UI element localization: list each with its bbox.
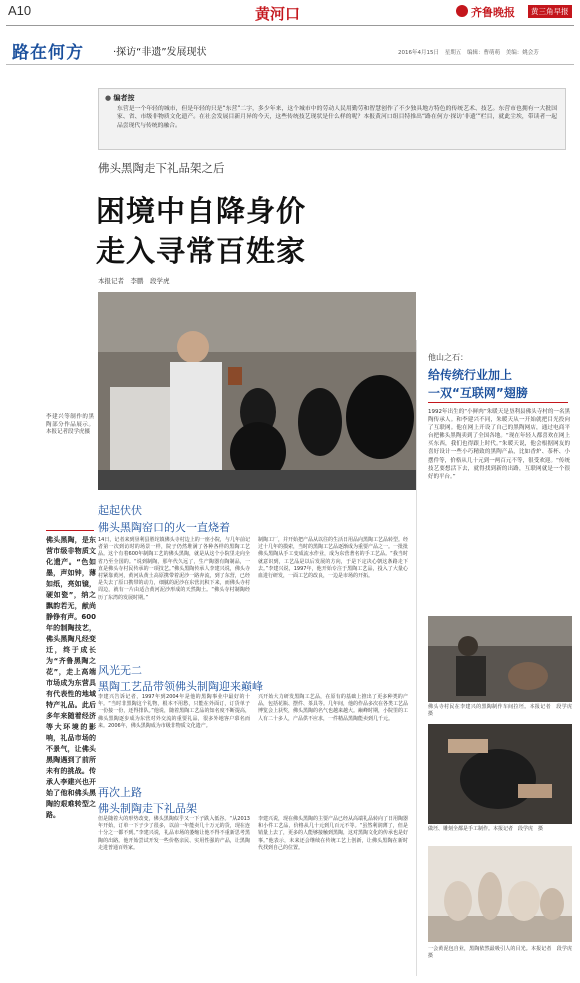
sidebar-kicker: 他山之石： xyxy=(428,353,468,362)
section-3-col-b: 李建兴说，现在佛头黑陶的主要产品已经从高端礼品转向了日用陶器和小件工艺品，价格从几十元到几百元不等。“虽然利润薄了，但是销量上去了，更多的人能够接触到黑陶，这对黑陶文化的传承也是好事。”他表示，未来还会继续在传统工艺上创新，让佛头黑陶在新时代找到自己的位置。 xyxy=(258,816,409,851)
date: 2016年4月15日 xyxy=(398,50,439,56)
side-photo-2-image xyxy=(428,724,572,824)
sidebar-title-2: 一双“互联网”翅膀 xyxy=(428,386,528,400)
column-subtitle: ·探访“非遗”发展现状 xyxy=(113,47,207,58)
section-3-col-a: 但是随着大的形势改变，佛头黑陶似乎又一下子跌入低谷。“从2013年开始，订单一下子少了很多，以前一年能卖几十万元的货，现在连十分之一都不到。”李建兴说，礼品市场的萎缩让他不得不重新思考黑陶的出路。他开始尝试开发一些价格亲民、实用性强的产品，让黑陶走进普通百姓家。 xyxy=(98,816,250,851)
section-2-title-2: 黑陶工艺品带领佛头制陶迎来巅峰 xyxy=(98,680,263,693)
section-2-col-a: 李建兴告诉记者，1997年到2004年是他的黑陶事业中最好的十年。“当时非黑陶这个礼物，根本不用愁，只能在外面订，订货单子一份接一份，还得排队。”他说，随着黑陶工艺品的知名度不断提高，佛头黑陶逐步成为东营对外交流的重要礼品，很多外地客户慕名而来。2006年，佛头黑陶成为市级非物质文化遗产。 xyxy=(98,694,250,729)
side-photo-2 xyxy=(428,724,572,824)
side-photo-3 xyxy=(428,846,572,942)
section-1-col-b: 制陶工厂，并开始把产品从以往的生活日用品向黑陶工艺品转型。经过十几年的摸索，当时的黑陶工艺品逐渐成为重要产品之一。一批批佛头黑陶从手工变成流水作业，成为东营著名的手工艺品。“我当时就意识到，工艺品是以后发展的方向，于是下定决心朝这条路走下去。”李建兴说，1997年，他开始专注于黑陶工艺品，投入了大量心血进行研发，一面工艺的改良，一边是市场的开拓。 xyxy=(258,537,409,580)
section-1-col-a: 14日，记者来到垦利县胜坨镇佛头寺村边上的一座小院，与几年前记者第一次到访时的场景一样，院子仍然堆满了各种各样的黑陶工艺品。这个有着600年制陶工艺的佛头黑陶，就是从这个小院里走向全省乃至全国的。“说到制陶，那年代久远了，生产陶器有陶制品，一直是佛头寺村民传承的一项技艺。”佛头黑陶传承人李建兴说，佛头寺村紧靠黄河，黄河从黄土高原携带着泥沙一路奔流，到了东营，已经是失去了原口携带的动力，细腻的泥沙在东营沉积下来，而佛头寺村周边，就有一片由适合黄河泥沙形成的天然陶土。“佛头寺村制陶经历了东湾的发展时期。” xyxy=(98,537,250,601)
date-line xyxy=(398,48,539,56)
edition-tag: 黄三角早报 xyxy=(528,5,572,18)
banner-rule xyxy=(6,64,574,65)
pen-icon: ● xyxy=(105,94,112,102)
section-3-title-1: 再次上路 xyxy=(98,786,142,799)
side-photo-3-caption: 一会黄泥包自业，黑陶依然最吸引人的目光。本报记者 段学虎 摄 xyxy=(428,946,578,960)
weekday: 星期五 xyxy=(444,50,462,56)
main-photo xyxy=(98,292,416,490)
paper-logo xyxy=(456,4,576,20)
intro-rule xyxy=(46,530,94,531)
main-photo-caption: 李建兴等制作的黑陶部分作品展示。本报记者段学虎摄 xyxy=(46,414,94,436)
sidebar-title-1: 给传统行业加上 xyxy=(428,368,513,382)
editor-note-text: 东营是一个年轻的城市，但是年轻的只是“东营”二字，多少年来，这个城市中的劳动人民用勤劳和智慧创作了不少独具地方特色的传统艺术、技艺。东营市也拥有一大批国家、省、市级非物质文化遗产。在社会发展目新月异的今天，这些传统技艺现状是什么样的呢？本报黄河口组目特推出“路在何方·探访‘非遗’”栏目，就此尘埃，带读者一起品尝现代与传统的融合。 xyxy=(117,106,557,129)
side-photo-1-image xyxy=(428,616,572,702)
section-2-col-b: 兴开始大力研发黑陶工艺品，在原有的基础上推出了更多种类的产品，包括花瓶、摆件、茶具等。几年间，他的作品多次在各类工艺品博览会上获奖，佛头黑陶的名气也越来越大。巅峰时期，小院里的工人有二十多人，产品供不应求，一件精品黑陶能卖到几千元。 xyxy=(258,694,409,722)
seal-icon xyxy=(456,5,468,17)
paper-name: 齐鲁晚报 xyxy=(471,6,515,19)
main-byline: 本报记者 李鹏 段学虎 xyxy=(98,277,170,285)
intro-text: 佛头黑陶，是东营市级非物质文化遗产。“色如墨，声如钟，薄如纸，亮如镜，硬如瓷”，纳之飘韵若无，献尚静铮有声。600年的制陶技艺，佛头黑陶凡经变迁，终于成长为“齐鲁黑陶之花”，走上高端市场成为东营具有代表性的地域特产礼品。此后多年来随着经济等大环境的影响，礼品市场的不景气，让佛头黑陶遇到了前所未有的挑战。传承人李建兴也开始了他和佛头黑陶的艰难转型之路。 xyxy=(46,536,96,819)
masthead-rule xyxy=(6,25,574,26)
side-photo-3-image xyxy=(428,846,572,942)
section-3-title-2: 佛头制陶走下礼品架 xyxy=(98,802,197,815)
sidebar-divider xyxy=(416,340,417,976)
editor-note-title: 编者按 xyxy=(113,94,135,102)
column-title: 路在何方 xyxy=(12,43,84,63)
designer: 美编：姚会芳 xyxy=(505,50,539,56)
side-photo-2-caption: 做坯、雕刻全都是手工制作。本报记者 段学虎 摄 xyxy=(428,826,544,832)
page-number: A10 xyxy=(8,3,32,18)
section-name: 黄河口 xyxy=(255,5,301,23)
main-kicker: 佛头黑陶走下礼品架之后 xyxy=(98,161,225,175)
column-banner xyxy=(6,36,574,62)
editor-note-label xyxy=(105,93,135,103)
editor: 编辑：曹萌萌 xyxy=(467,50,501,56)
masthead xyxy=(0,0,580,26)
section-1-title-1: 起起伏伏 xyxy=(98,504,142,517)
main-headline-line-2: 走入寻常百姓家 xyxy=(96,234,307,268)
side-photo-1 xyxy=(428,616,572,702)
section-1-title-2: 佛头黑陶窑口的火一直烧着 xyxy=(98,521,230,534)
main-headline-line-1: 困境中自降身价 xyxy=(96,194,307,228)
main-photo-image xyxy=(98,292,416,490)
side-photo-1-caption: 佛头寺村民在李建兴的黑陶制作车间拉坯。本报记者 段学虎 摄 xyxy=(428,704,578,718)
editor-note-box xyxy=(98,88,566,150)
sidebar-text: 1992年出生的“小鲜肉”朱暖天是垦利县佛头寺村的一名黑陶传承人。和李建兴不同，朱暖天从一开始就把目光投向了互联网。他在网上开设了自己的黑陶网店，通过电商平台把佛头黑陶卖到了全国各地。“现在年轻人都喜欢在网上买东西，我们也得跟上时代。”朱暖天说，他会根据网友的喜好设计一些小巧精致的黑陶产品，比如香炉、茶杯、小摆件等，价格从几十元到一两百元不等，很受欢迎。“传统技艺要想活下去，就得找到新的出路，互联网就是一个很好的平台。” xyxy=(428,409,570,480)
section-2-title-1: 风光无二 xyxy=(98,664,142,677)
sidebar-rule xyxy=(428,402,568,403)
